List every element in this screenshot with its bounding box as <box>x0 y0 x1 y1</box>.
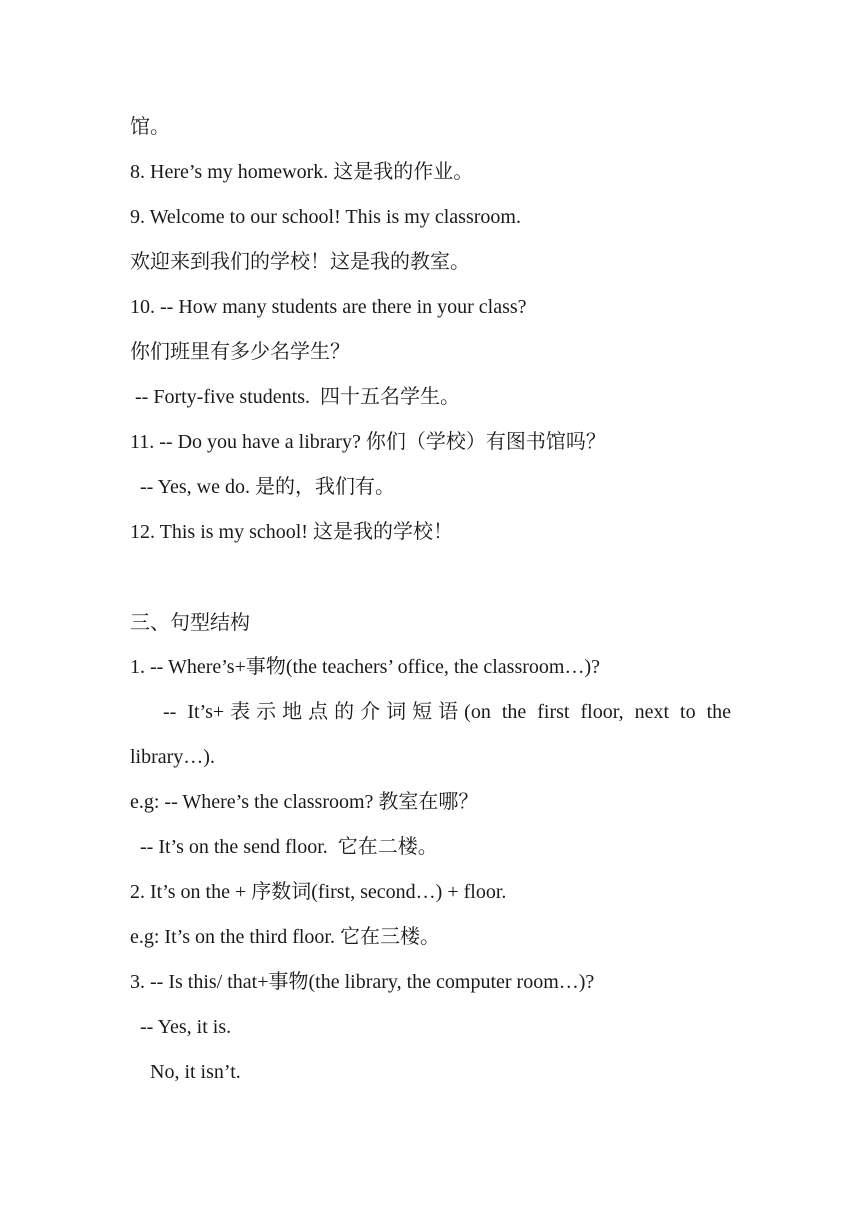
text-line: 欢迎来到我们的学校！这是我的教室。 <box>130 251 470 273</box>
text-line: 1. -- Where’s+事物(the teachers’ office, the classroom…)? <box>130 656 600 678</box>
text-line: e.g: It’s on the third floor. 它在三楼。 <box>130 926 440 948</box>
text-line: e.g: -- Where’s the classroom? 教室在哪？ <box>130 791 479 813</box>
text-line: library…). <box>130 746 215 768</box>
text-line: 2. It’s on the + 序数词(first, second…) + floor. <box>130 881 507 903</box>
text-line: 9. Welcome to our school! This is my classroom. <box>130 206 521 228</box>
text-line: 3. -- Is this/ that+事物(the library, the computer room…)? <box>130 971 595 993</box>
text-line: No, it isn’t. <box>130 1061 241 1083</box>
text-line: 8. Here’s my homework. 这是我的作业。 <box>130 161 474 183</box>
text-line: -- Forty-five students. 四十五名学生。 <box>130 386 460 408</box>
text-line: -- It’s+表示地点的介词短语(on the first floor, next to the <box>130 701 731 723</box>
text-line: -- Yes, we do. 是的，我们有。 <box>130 476 395 498</box>
section-heading: 三、句型结构 <box>130 610 250 634</box>
text-line: 你们班里有多少名学生？ <box>130 341 350 363</box>
text-line: 馆。 <box>130 116 170 138</box>
text-line: -- Yes, it is. <box>130 1016 232 1038</box>
text-line: 11. -- Do you have a library? 你们（学校）有图书馆吗？ <box>130 431 606 453</box>
text-line: 12. This is my school! 这是我的学校！ <box>130 521 453 543</box>
text-line: -- It’s on the send floor. 它在二楼。 <box>130 836 438 858</box>
text-line: 10. -- How many students are there in your class? <box>130 296 527 318</box>
